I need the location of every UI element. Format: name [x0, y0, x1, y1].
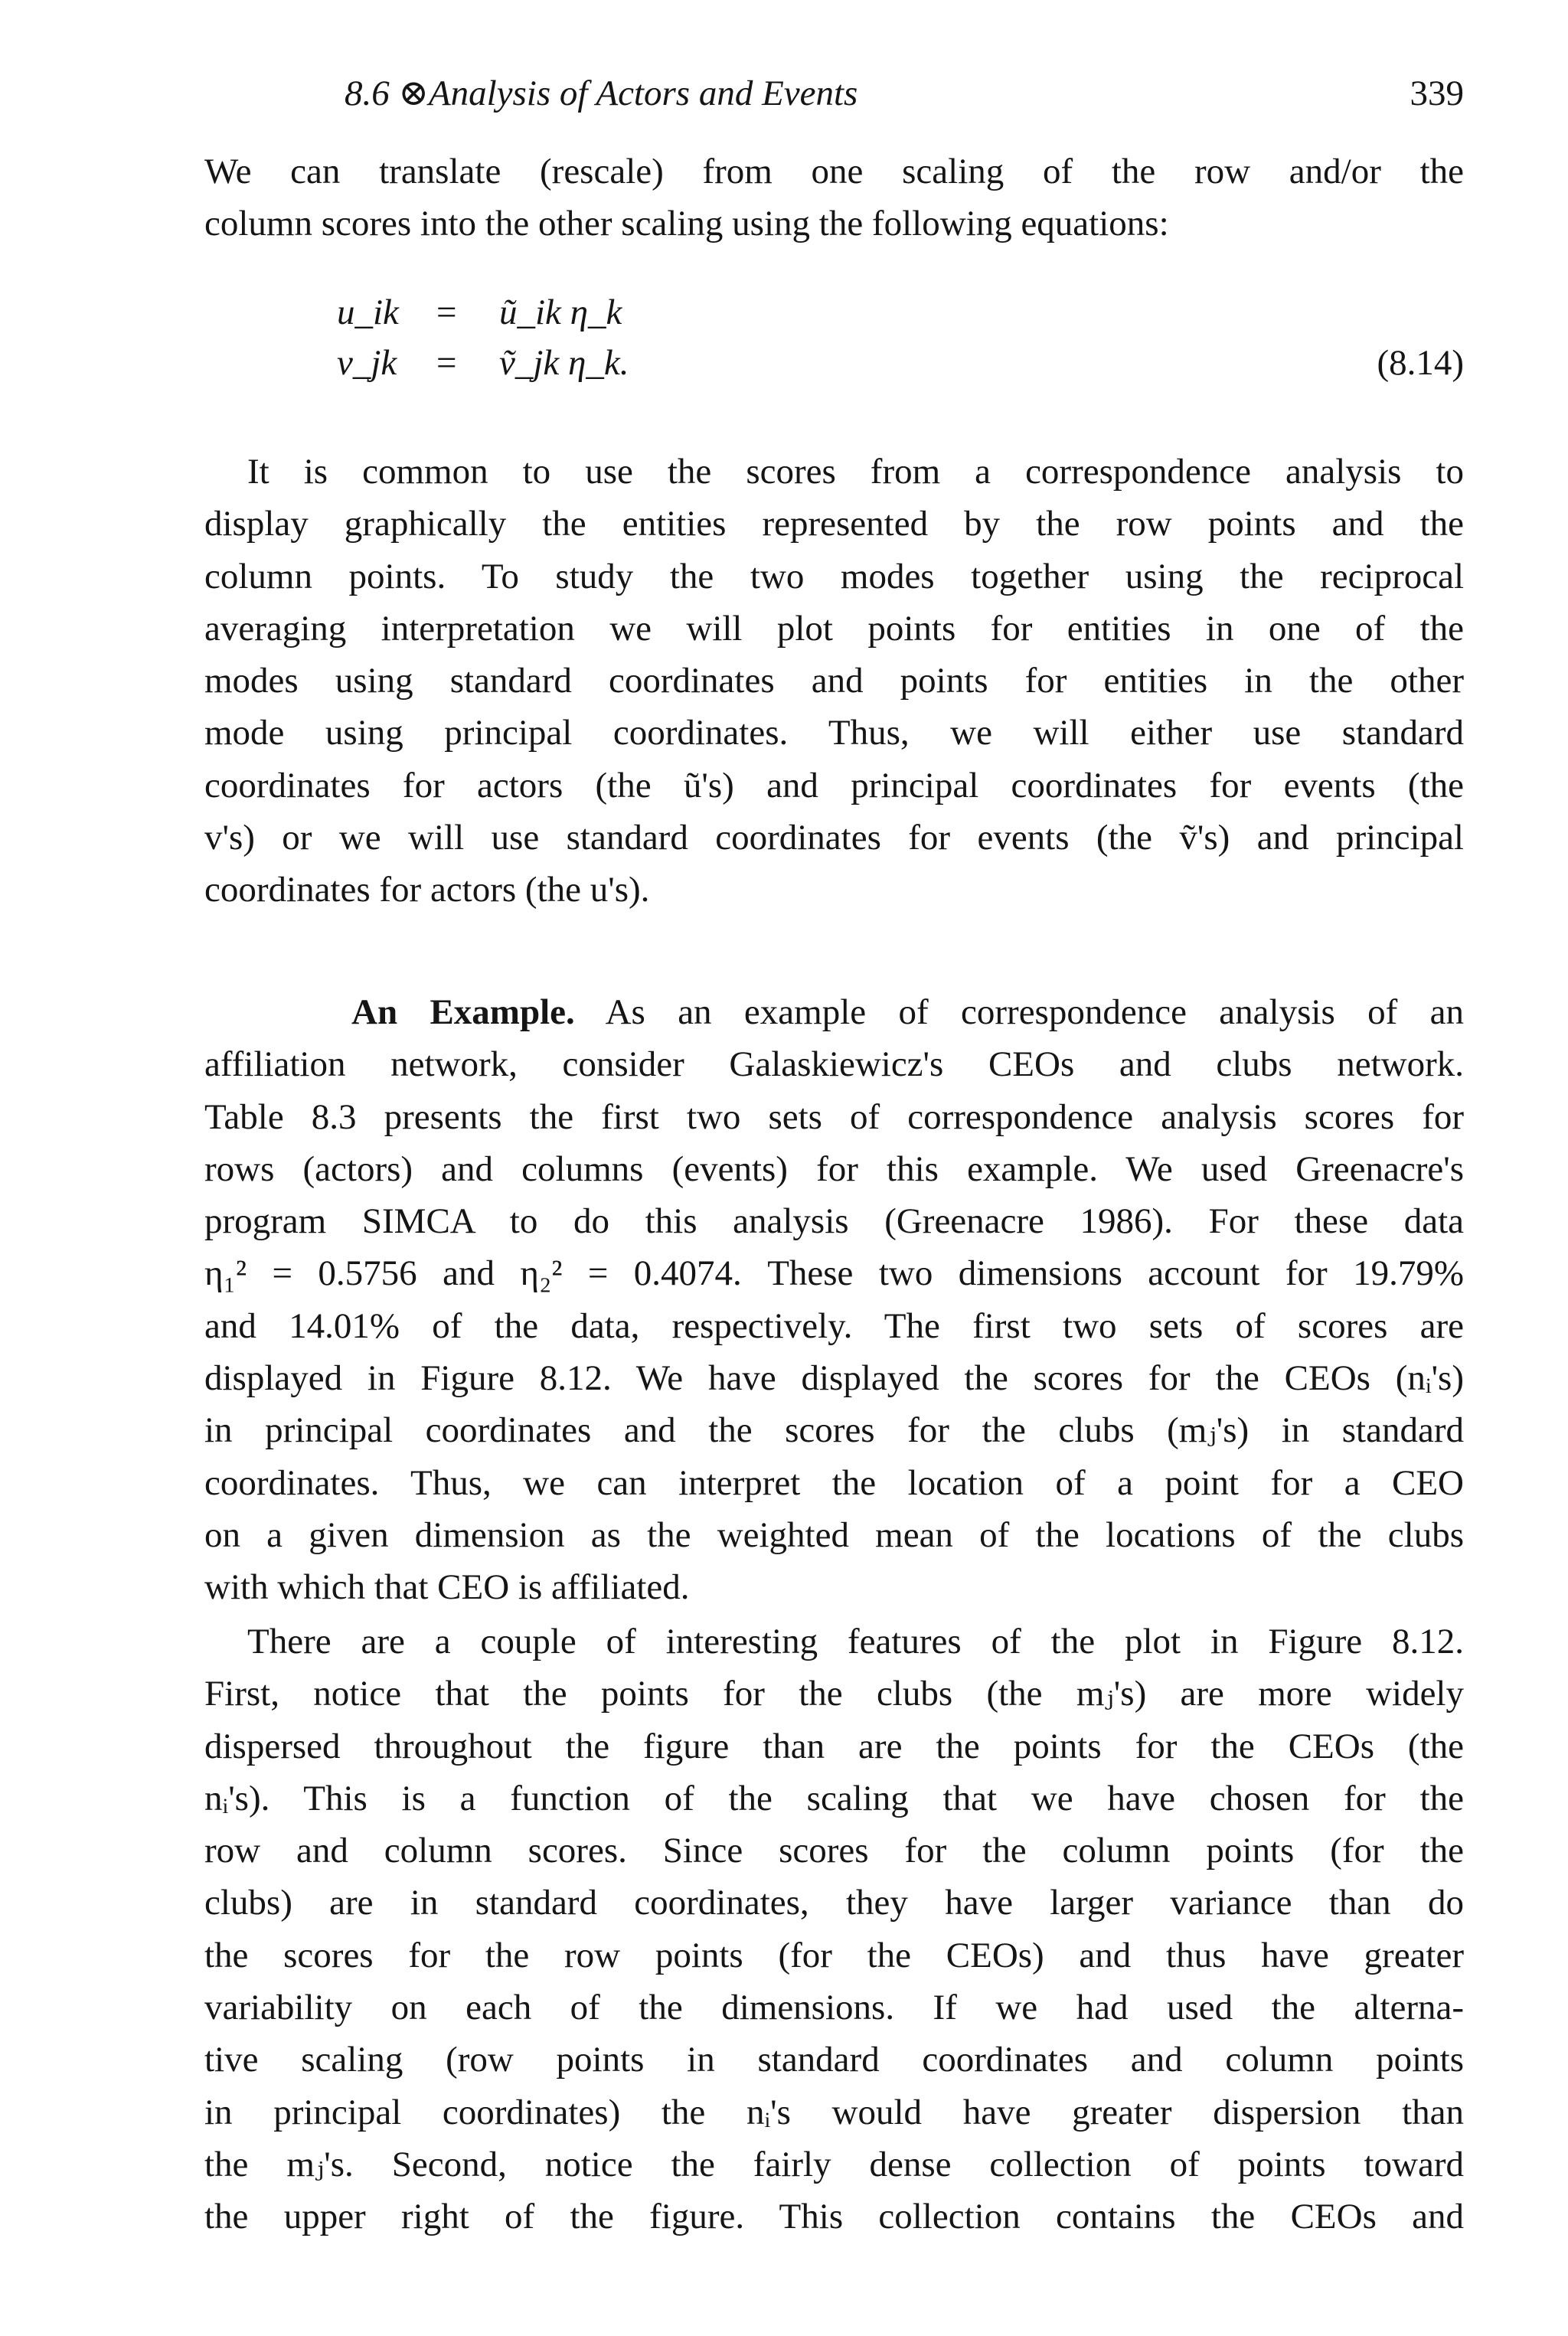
page-number: 339	[1410, 74, 1464, 113]
text-line: column scores into the other scaling using the following equations:	[204, 204, 1169, 244]
text-line: nᵢ's). This is a function of the scaling that we have chosen for the	[204, 1778, 1464, 1818]
equation-operator: =	[436, 292, 457, 332]
text-line: tive scaling (row points in standard coordinates and column points	[204, 2040, 1464, 2080]
text-line: η₁² = 0.5756 and η₂² = 0.4074. These two dimensions account for 19.79%	[204, 1253, 1464, 1294]
paragraph-heading: An Example.	[351, 992, 575, 1032]
running-header	[345, 70, 1464, 116]
paragraph-3	[204, 1616, 1464, 2243]
text-line: rows (actors) and columns (events) for this example. We used Greenacre's	[204, 1148, 1464, 1189]
text-line: and 14.01% of the data, respectively. The first two sets of scores are	[204, 1305, 1464, 1346]
equation-operator: =	[436, 343, 457, 383]
text-line: the upper right of the figure. This collection contains the CEOs and	[204, 2197, 1464, 2237]
text-line: Table 8.3 presents the first two sets of correspondence analysis scores for	[204, 1096, 1464, 1137]
text-line: First, notice that the points for the clubs (the mⱼ's) are more widely	[204, 1674, 1464, 1714]
equation-row	[337, 289, 1464, 335]
text-line-content: As an example of correspondence analysis of an	[605, 992, 1464, 1032]
paragraph-example	[204, 986, 1464, 1614]
text-line: display graphically the entities represented by the row points and the	[204, 504, 1464, 544]
text-line: on a given dimension as the weighted mean of the locations of the clubs	[204, 1514, 1464, 1555]
text-line: coordinates for actors (the u's).	[204, 870, 650, 910]
text-line: mode using principal coordinates. Thus, we will either use standard	[204, 713, 1464, 753]
text-line: dispersed throughout the figure than are the points for the CEOs (the	[204, 1726, 1464, 1766]
intro-paragraph	[204, 145, 1464, 250]
text-line: coordinates. Thus, we can interpret the location of a point for a CEO	[204, 1462, 1464, 1503]
text-line: We can translate (rescale) from one scaling of the row and/or the	[204, 152, 1464, 191]
text-line: the mⱼ's. Second, notice the fairly dense collection of points toward	[204, 2144, 1464, 2184]
text-line: with which that CEO is affiliated.	[204, 1567, 690, 1608]
text-line: program SIMCA to do this analysis (Greenacre 1986). For these data	[204, 1201, 1464, 1242]
equation-row	[337, 340, 1464, 386]
text-line: coordinates for actors (the ũ's) and principal coordinates for events (the	[204, 765, 1464, 805]
paragraph-1	[204, 446, 1464, 916]
text-line: v's) or we will use standard coordinates for events (the ṽ's) and principal	[204, 818, 1464, 858]
text-line: It is common to use the scores from a correspondence analysis to	[247, 452, 1464, 492]
text-line: column points. To study the two modes together using the reciprocal	[204, 556, 1464, 596]
section-title: 8.6 ⊗Analysis of Actors and Events	[345, 74, 858, 113]
equation-number: (8.14)	[1377, 343, 1464, 383]
equation-lhs: v_jk	[337, 343, 397, 383]
text-line: displayed in Figure 8.12. We have displayed the scores for the CEOs (nᵢ's)	[204, 1358, 1464, 1399]
text-line: row and column scores. Since scores for the column points (for the	[204, 1831, 1464, 1871]
equation-rhs: ũ_ik η_k	[499, 292, 622, 332]
text-line: variability on each of the dimensions. If we had used the alterna-	[204, 1988, 1464, 2028]
text-line: averaging interpretation we will plot points for entities in one of the	[204, 608, 1464, 649]
text-line: modes using standard coordinates and points for entities in the other	[204, 661, 1464, 701]
text-line: the scores for the row points (for the CEOs) and thus have greater	[204, 1935, 1464, 1975]
text-line: in principal coordinates and the scores for the clubs (mⱼ's) in standard	[204, 1410, 1464, 1451]
text-line: in principal coordinates) the nᵢ's would have greater dispersion than	[204, 2092, 1464, 2132]
text-line: affiliation network, consider Galaskiewicz's CEOs and clubs network.	[204, 1044, 1464, 1085]
text-line: clubs) are in standard coordinates, they have larger variance than do	[204, 1883, 1464, 1923]
text-line	[204, 986, 1464, 1038]
text-line: There are a couple of interesting features of the plot in Figure 8.12.	[247, 1622, 1464, 1661]
equation-rhs: ṽ_jk η_k.	[499, 343, 629, 383]
equation-lhs: u_ik	[337, 292, 399, 332]
